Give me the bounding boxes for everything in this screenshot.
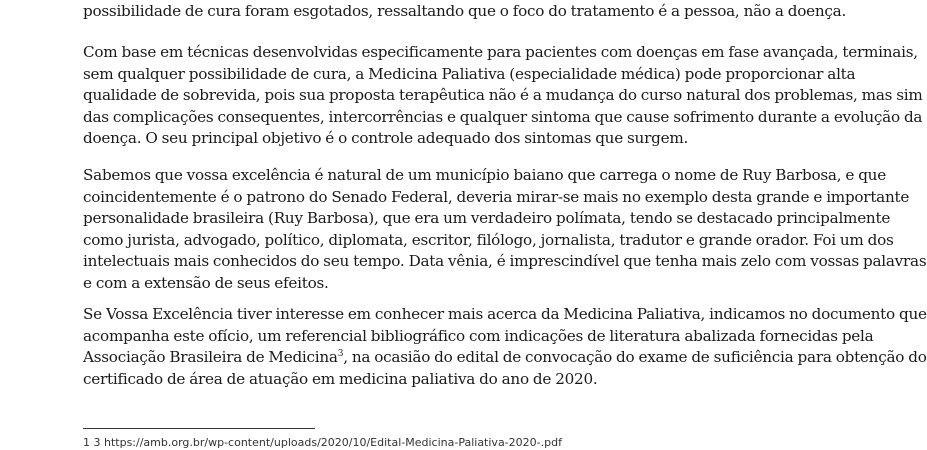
text-line-with-footnote <box>83 347 927 369</box>
text-line: coincidentemente é o patrono do Senado Federal, deveria mirar-se mais no exemplo desta grande e importante <box>83 187 910 206</box>
paragraph-intro-tail <box>83 1 847 23</box>
text-segment: , na ocasião do edital de convocação do exame de suficiência para obtenção do <box>343 348 927 366</box>
text-line: acompanha este ofício, um referencial bibliográfico com indicações de literatura abalizada fornecidas pela <box>83 326 874 345</box>
text-line: das complicações consequentes, intercorrências e qualquer sintoma que cause sofrimento durante a evolução da <box>83 107 923 126</box>
text-segment: Associação Brasileira de Medicina <box>83 348 338 366</box>
text-line: qualidade de sobrevida, pois sua proposta terapêutica não é a mudança do curso natural dos problemas, mas sim <box>83 86 923 104</box>
footnote-reference[interactable]: 3 <box>337 348 344 359</box>
text-line: Com base em técnicas desenvolvidas especificamente para pacientes com doenças em fase avançada, terminais, <box>83 43 918 61</box>
paragraph-palliative-medicine <box>83 42 923 150</box>
text-line: como jurista, advogado, político, diplomata, escritor, filólogo, jornalista, tradutor e grande orador. Foi um dos <box>83 230 894 249</box>
text-line: doença. O seu principal objetivo é o controle adequado dos sintomas que surgem. <box>83 129 689 147</box>
text-line: sem qualquer possibilidade de cura, a Medicina Paliativa (especialidade médica) pode proporcionar alta <box>83 64 856 83</box>
paragraph-references <box>83 304 927 390</box>
text-line: intelectuais mais conhecidos do seu tempo. Data vênia, é imprescindível que tenha mais zelo com vossas palavras <box>83 252 927 270</box>
text-line: Se Vossa Excelência tiver interesse em conhecer mais acerca da Medicina Paliativa, indicamos no documento que <box>83 305 927 323</box>
text-line: Sabemos que vossa excelência é natural de um município baiano que carrega o nome de Ruy Barbosa, e que <box>83 166 886 184</box>
footnote-separator <box>83 428 315 429</box>
text-line: possibilidade de cura foram esgotados, ressaltando que o foco do tratamento é a pessoa, não a doença. <box>83 2 847 20</box>
text-line: personalidade brasileira (Ruy Barbosa), que era um verdadeiro polímata, tendo se destacado principalmente <box>83 209 891 227</box>
text-line: e com a extensão de seus efeitos. <box>83 273 329 292</box>
paragraph-ruy-barbosa <box>83 165 927 294</box>
footnote-text[interactable]: 1 3 https://amb.org.br/wp-content/uploads/2020/10/Edital-Medicina-Paliativa-2020-.pdf <box>83 436 562 449</box>
text-line: certificado de área de atuação em medicina paliativa do ano de 2020. <box>83 369 598 388</box>
